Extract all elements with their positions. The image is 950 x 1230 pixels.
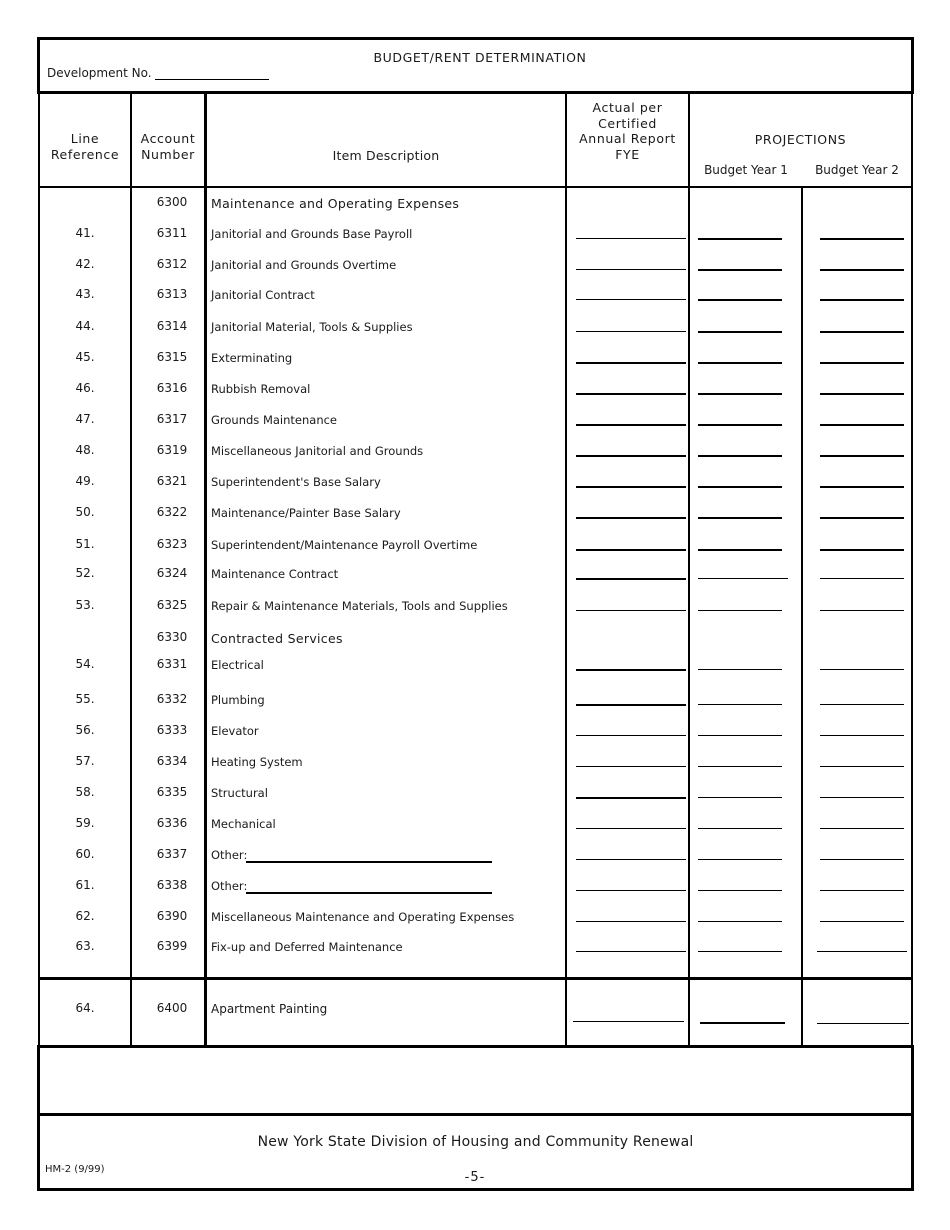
budget-year-2-field[interactable] xyxy=(820,517,904,519)
line-reference: 46. xyxy=(75,381,95,395)
form-title: BUDGET/RENT DETERMINATION xyxy=(373,50,587,65)
form-id: HM-2 (9/99) xyxy=(45,1164,105,1175)
line-reference: 55. xyxy=(75,692,95,706)
budget-year-2-field[interactable] xyxy=(820,393,904,395)
account-number: 6335 xyxy=(156,785,188,799)
line-reference: 51. xyxy=(75,537,95,551)
line-reference: 47. xyxy=(75,412,95,426)
item-description: Electrical xyxy=(211,658,264,672)
item-description: Contracted Services xyxy=(211,631,343,646)
budget-year-2-field[interactable] xyxy=(820,890,904,891)
budget-year-1-field[interactable] xyxy=(698,766,782,767)
line-reference: 61. xyxy=(75,878,95,892)
item-description: Repair & Maintenance Materials, Tools and Supplies xyxy=(211,599,508,613)
account-number: 6400 xyxy=(156,1001,188,1015)
budget-year-1-field[interactable] xyxy=(698,269,782,271)
item-description: Superintendent/Maintenance Payroll Overtime xyxy=(211,538,478,552)
budget-year-1-field[interactable] xyxy=(698,393,782,395)
actual-field[interactable] xyxy=(576,890,686,891)
budget-year-2-field[interactable] xyxy=(820,610,904,611)
header-line-reference-a: Line xyxy=(70,131,100,146)
actual-field[interactable] xyxy=(576,238,686,239)
account-number: 6324 xyxy=(156,566,188,580)
line-reference: 64. xyxy=(75,1001,95,1015)
header-projections: PROJECTIONS xyxy=(754,132,847,147)
actual-field[interactable] xyxy=(576,393,686,395)
budget-year-1-field[interactable] xyxy=(698,828,782,829)
line-reference: 50. xyxy=(75,505,95,519)
actual-field[interactable] xyxy=(576,486,686,488)
budget-year-1-field[interactable] xyxy=(700,1022,785,1024)
budget-year-1-field[interactable] xyxy=(698,890,782,891)
other-description-field[interactable] xyxy=(246,861,492,863)
account-number: 6390 xyxy=(156,909,188,923)
budget-year-2-field[interactable] xyxy=(820,424,904,426)
header-actual-1: Actual per xyxy=(592,100,663,115)
actual-field[interactable] xyxy=(576,797,686,799)
budget-year-2-field[interactable] xyxy=(817,1023,909,1024)
line-reference: 41. xyxy=(75,226,95,240)
item-description: Superintendent's Base Salary xyxy=(211,475,381,489)
account-number: 6317 xyxy=(156,412,188,426)
actual-field[interactable] xyxy=(576,859,686,860)
account-number: 6334 xyxy=(156,754,188,768)
account-number: 6316 xyxy=(156,381,188,395)
budget-year-2-field[interactable] xyxy=(820,362,904,364)
header-actual-3: Annual Report xyxy=(579,131,676,146)
line-reference: 52. xyxy=(75,566,95,580)
item-description: Maintenance Contract xyxy=(211,567,339,581)
actual-field[interactable] xyxy=(576,269,686,270)
header-actual-4: FYE xyxy=(615,147,640,162)
other-description-field[interactable] xyxy=(246,892,492,894)
actual-field[interactable] xyxy=(576,704,686,706)
header-actual-2: Certified xyxy=(598,116,657,131)
item-description: Maintenance/Painter Base Salary xyxy=(211,506,401,520)
actual-field[interactable] xyxy=(576,951,686,952)
budget-year-2-field[interactable] xyxy=(820,331,904,333)
line-reference: 53. xyxy=(75,598,95,612)
line-reference: 63. xyxy=(75,939,95,953)
header-budget-year-2: Budget Year 2 xyxy=(815,163,899,177)
item-description: Plumbing xyxy=(211,693,265,707)
account-number: 6311 xyxy=(156,226,188,240)
actual-field[interactable] xyxy=(576,828,686,829)
line-reference: 58. xyxy=(75,785,95,799)
actual-field[interactable] xyxy=(573,1021,684,1022)
item-description: Other: xyxy=(211,848,248,862)
budget-year-1-field[interactable] xyxy=(698,797,782,798)
account-number: 6330 xyxy=(156,630,188,644)
account-number: 6322 xyxy=(156,505,188,519)
budget-year-2-field[interactable] xyxy=(820,486,904,488)
account-number: 6331 xyxy=(156,657,188,671)
account-number: 6399 xyxy=(156,939,188,953)
budget-year-2-field[interactable] xyxy=(820,704,904,705)
budget-year-2-field[interactable] xyxy=(820,669,904,670)
actual-field[interactable] xyxy=(576,455,686,457)
account-number: 6315 xyxy=(156,350,188,364)
budget-year-2-field[interactable] xyxy=(820,921,904,922)
account-number: 6337 xyxy=(156,847,188,861)
line-reference: 57. xyxy=(75,754,95,768)
account-number: 6333 xyxy=(156,723,188,737)
item-description: Janitorial and Grounds Overtime xyxy=(211,258,397,272)
budget-year-1-field[interactable] xyxy=(698,669,782,670)
item-description: Elevator xyxy=(211,724,259,738)
item-description: Grounds Maintenance xyxy=(211,413,338,427)
budget-year-2-field[interactable] xyxy=(820,578,904,579)
agency-name: New York State Division of Housing and Community Renewal xyxy=(257,1134,694,1150)
line-reference: 45. xyxy=(75,350,95,364)
budget-year-1-field[interactable] xyxy=(698,424,782,426)
line-reference: 44. xyxy=(75,319,95,333)
actual-field[interactable] xyxy=(576,766,686,767)
item-description: Miscellaneous Janitorial and Grounds xyxy=(211,444,424,458)
item-description: Mechanical xyxy=(211,817,276,831)
account-number: 6325 xyxy=(156,598,188,612)
line-reference: 42. xyxy=(75,257,95,271)
account-number: 6312 xyxy=(156,257,188,271)
header-account-b: Number xyxy=(141,147,195,162)
item-description: Janitorial Material, Tools & Supplies xyxy=(211,320,413,334)
budget-year-2-field[interactable] xyxy=(820,828,904,829)
line-reference: 56. xyxy=(75,723,95,737)
budget-year-1-field[interactable] xyxy=(698,486,782,488)
budget-year-1-field[interactable] xyxy=(698,859,782,860)
budget-year-1-field[interactable] xyxy=(698,578,788,579)
page-number: -5- xyxy=(464,1170,486,1185)
item-description: Fix-up and Deferred Maintenance xyxy=(211,940,403,954)
item-description: Other: xyxy=(211,879,248,893)
budget-year-2-field[interactable] xyxy=(820,859,904,860)
budget-year-1-field[interactable] xyxy=(698,299,782,301)
actual-field[interactable] xyxy=(576,424,686,426)
budget-year-1-field[interactable] xyxy=(698,362,782,364)
header-line-reference-b: Reference xyxy=(50,147,120,162)
actual-field[interactable] xyxy=(576,517,686,519)
line-reference: 54. xyxy=(75,657,95,671)
line-reference: 59. xyxy=(75,816,95,830)
item-description: Janitorial and Grounds Base Payroll xyxy=(211,227,413,241)
account-number: 6323 xyxy=(156,537,188,551)
budget-year-2-field[interactable] xyxy=(820,269,904,271)
account-number: 6336 xyxy=(156,816,188,830)
account-number: 6321 xyxy=(156,474,188,488)
header-budget-year-1: Budget Year 1 xyxy=(704,163,788,177)
account-number: 6313 xyxy=(156,287,188,301)
budget-year-1-field[interactable] xyxy=(698,610,782,611)
item-description: Janitorial Contract xyxy=(211,288,315,302)
actual-field[interactable] xyxy=(576,362,686,364)
budget-year-2-field[interactable] xyxy=(820,735,904,736)
line-reference: 60. xyxy=(75,847,95,861)
budget-year-1-field[interactable] xyxy=(698,517,782,519)
item-description: Heating System xyxy=(211,755,303,769)
item-description: Apartment Painting xyxy=(211,1002,328,1016)
budget-year-1-field[interactable] xyxy=(698,921,782,922)
line-reference: 62. xyxy=(75,909,95,923)
budget-year-2-field[interactable] xyxy=(817,951,907,952)
development-number-field[interactable] xyxy=(155,79,269,80)
actual-field[interactable] xyxy=(576,299,686,300)
budget-year-2-field[interactable] xyxy=(820,238,904,240)
actual-field[interactable] xyxy=(576,921,686,922)
budget-year-2-field[interactable] xyxy=(820,549,904,551)
account-number: 6332 xyxy=(156,692,188,706)
budget-year-1-field[interactable] xyxy=(698,331,782,333)
item-description: Exterminating xyxy=(211,351,293,365)
actual-field[interactable] xyxy=(576,735,686,736)
budget-year-2-field[interactable] xyxy=(820,766,904,767)
account-number: 6338 xyxy=(156,878,188,892)
budget-year-1-field[interactable] xyxy=(698,704,782,705)
line-reference: 48. xyxy=(75,443,95,457)
development-label: Development No. xyxy=(47,66,152,80)
budget-year-1-field[interactable] xyxy=(698,951,782,952)
line-reference: 49. xyxy=(75,474,95,488)
header-item-description: Item Description xyxy=(332,148,440,163)
budget-year-2-field[interactable] xyxy=(820,797,904,798)
item-description: Miscellaneous Maintenance and Operating Expenses xyxy=(211,910,515,924)
item-description: Rubbish Removal xyxy=(211,382,311,396)
actual-field[interactable] xyxy=(576,331,686,332)
item-description: Structural xyxy=(211,786,268,800)
budget-year-1-field[interactable] xyxy=(698,549,782,551)
header-account-a: Account xyxy=(140,131,196,146)
budget-year-2-field[interactable] xyxy=(820,299,904,301)
account-number: 6300 xyxy=(156,195,188,209)
item-description: Maintenance and Operating Expenses xyxy=(211,196,460,211)
actual-field[interactable] xyxy=(576,549,686,551)
account-number: 6319 xyxy=(156,443,188,457)
account-number: 6314 xyxy=(156,319,188,333)
budget-year-1-field[interactable] xyxy=(698,735,782,736)
line-reference: 43. xyxy=(75,287,95,301)
budget-year-2-field[interactable] xyxy=(820,455,904,457)
actual-field[interactable] xyxy=(576,610,686,611)
actual-field[interactable] xyxy=(576,669,686,671)
budget-year-1-field[interactable] xyxy=(698,238,782,240)
actual-field[interactable] xyxy=(576,578,686,580)
budget-year-1-field[interactable] xyxy=(698,455,782,457)
